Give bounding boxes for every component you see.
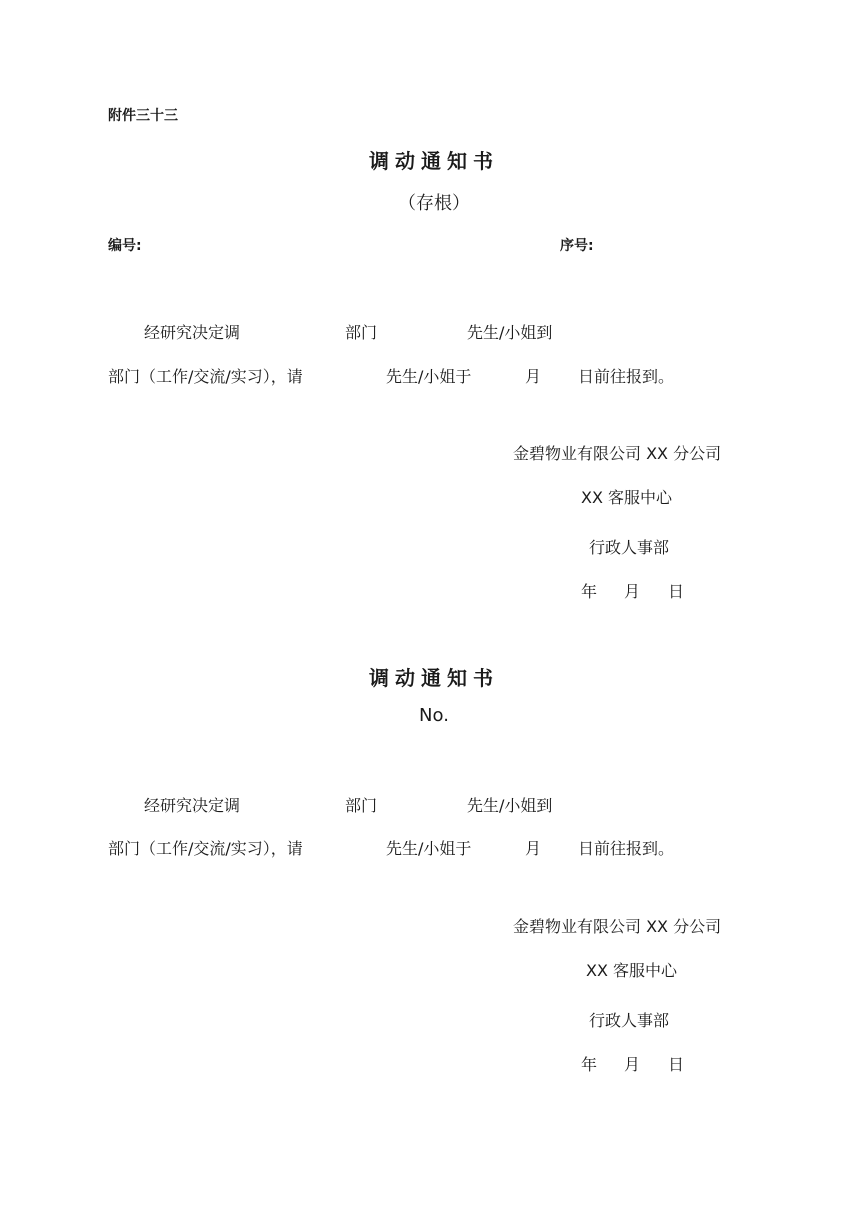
stub-title: 调动通知书: [369, 149, 499, 173]
stub-service-center: XX 客服中心: [581, 488, 673, 507]
order-number-label: 序号:: [560, 238, 594, 254]
stub-line2-tail: 日前往报到。: [578, 367, 675, 386]
notice-line2-person: 先生/小姐于: [386, 839, 472, 858]
notice-line1-lead: 经研究决定调: [144, 796, 241, 815]
stub-date-month: 月: [624, 582, 641, 601]
stub-line1-person: 先生/小姐到: [467, 323, 553, 342]
notice-title: 调动通知书: [369, 666, 499, 690]
stub-date-year: 年: [581, 582, 598, 601]
notice-line1-dept: 部门: [345, 796, 378, 815]
attachment-label: 附件三十三: [108, 108, 178, 124]
notice-line2-month: 月: [525, 839, 542, 858]
stub-subtitle: （存根）: [398, 193, 470, 214]
notice-line2-lead: 部门（工作/交流/实习），请: [108, 839, 303, 858]
stub-line1-dept: 部门: [345, 323, 378, 342]
notice-date-month: 月: [624, 1055, 641, 1074]
notice-admin-dept: 行政人事部: [589, 1011, 670, 1030]
notice-line2-tail: 日前往报到。: [578, 839, 675, 858]
stub-line2-lead: 部门（工作/交流/实习），请: [108, 367, 303, 386]
stub-line2-month: 月: [525, 367, 542, 386]
notice-company-name: 金碧物业有限公司 XX 分公司: [513, 917, 722, 936]
notice-line1-person: 先生/小姐到: [467, 796, 553, 815]
stub-line1-lead: 经研究决定调: [144, 323, 241, 342]
notice-service-center: XX 客服中心: [586, 961, 678, 980]
stub-admin-dept: 行政人事部: [589, 538, 670, 557]
serial-number-label: 编号:: [108, 238, 142, 254]
notice-number-label: No.: [419, 705, 449, 726]
notice-date-year: 年: [581, 1055, 598, 1074]
stub-date-day: 日: [668, 582, 685, 601]
stub-company-name: 金碧物业有限公司 XX 分公司: [513, 444, 722, 463]
stub-line2-person: 先生/小姐于: [386, 367, 472, 386]
notice-date-day: 日: [668, 1055, 685, 1074]
